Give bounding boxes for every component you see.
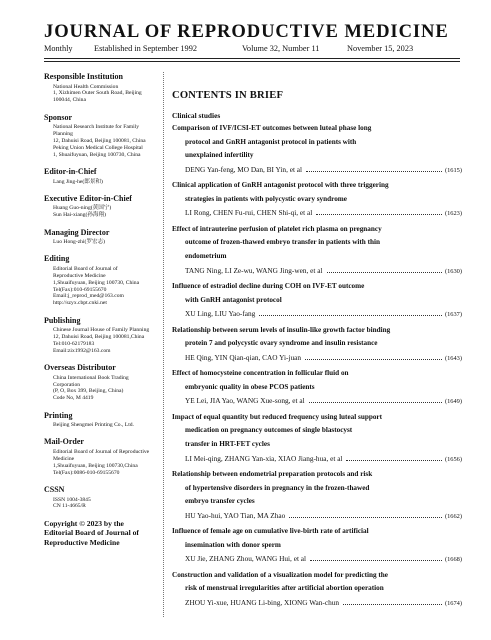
article-title-line: Impact of equal quantity but reduced frequency using luteal support	[172, 412, 382, 421]
info-section-heading: Executive Editor-in-Chief	[44, 193, 132, 203]
article-title-line: protocol and GnRH antagonist protocol in patients with	[185, 137, 357, 146]
info-section-line: Lang Jing-he(郎景和)	[53, 178, 103, 185]
article-page-number: (1674)	[444, 599, 462, 607]
article-authors: TANG Ning, LI Ze-wu, WANG Jing-wen, et al	[185, 265, 323, 275]
info-section-line: China International Book Trading	[53, 374, 129, 381]
info-section	[44, 254, 160, 307]
info-section-line: Reproductive Medicine	[53, 272, 106, 279]
copyright-line: Editorial Board of Journal of	[44, 528, 139, 538]
article-title	[172, 569, 462, 596]
issue-info	[44, 44, 464, 54]
info-section-line: Medicine	[53, 455, 75, 462]
info-section-line: Code No, M 4419	[53, 395, 94, 402]
issue-date: November 15, 2023	[347, 44, 414, 53]
info-section-line: Editorial Board of Journal of	[53, 265, 118, 272]
article-title-line: of hypertensive disorders in pregnancy in the frozen-thawed	[185, 483, 370, 492]
info-section-line: Beijing Shengmei Printing Co., Ltd.	[53, 422, 134, 429]
dot-leader	[306, 171, 442, 172]
info-section-line: CN 11-4665/R	[53, 503, 86, 510]
copyright-line: Reproductive Medicine	[44, 537, 120, 547]
article-authors: LI Rong, CHEN Fu-rui, CHEN Shi-qi, et al	[185, 208, 313, 218]
article-authors-row	[172, 394, 462, 408]
info-section-line: Email:j_reprod_med@163.com	[53, 293, 124, 300]
info-section-line: Tel(Fax):010-69155670	[53, 286, 107, 293]
article-authors-row	[172, 351, 462, 365]
article-authors-row	[172, 552, 462, 566]
info-section-heading: Publishing	[44, 315, 81, 325]
article-list	[172, 122, 462, 610]
article-page-number: (1637)	[444, 311, 462, 319]
article-title	[172, 525, 462, 552]
article-title-line: Comparison of IVF/ICSI-ET outcomes between luteal phase long	[172, 124, 372, 132]
article-authors: ZHOU Yi-xue, HUANG Li-bing, XIONG Wan-chun	[185, 597, 340, 607]
article-title-line: Effect of homocysteine concentration in follicular fluid on	[172, 369, 349, 378]
article-entry	[172, 324, 462, 366]
article-entry	[172, 179, 462, 221]
article-title-line: transfer in HRT-FET cycles	[185, 439, 270, 448]
article-authors-row	[172, 206, 462, 220]
article-authors: LI Mei-qing, ZHANG Yan-xia, XIAO Jiang-hua, et al	[185, 453, 343, 463]
article-page-number: (1615)	[444, 166, 462, 174]
info-section-heading: Overseas Distributor	[44, 363, 116, 373]
article-title	[172, 122, 462, 163]
article-page-number: (1668)	[444, 556, 462, 564]
info-section-heading: Responsible Institution	[44, 72, 123, 81]
info-section-line: Luo Hong-zhi(罗宏志)	[53, 239, 106, 246]
article-authors-row	[172, 163, 462, 177]
article-entry	[172, 411, 462, 466]
info-section	[44, 411, 160, 429]
article-page-number: (1662)	[444, 512, 462, 520]
masthead-rule-bottom	[44, 61, 460, 62]
article-title-line: Relationship between serum levels of insulin-like growth factor binding	[172, 325, 391, 334]
journal-title: JOURNAL OF REPRODUCTIVE MEDICINE	[44, 21, 449, 42]
dot-leader	[343, 604, 442, 605]
article-authors: XU Ling, LIU Yao-fang	[185, 309, 256, 319]
article-title	[172, 223, 462, 264]
column-divider	[163, 72, 164, 617]
article-title	[172, 367, 462, 394]
article-title-line: protein 7 and polycystic ovary syndrome and insulin resistance	[185, 339, 378, 348]
article-page-number: (1656)	[444, 455, 462, 463]
article-title-line: Influence of female age on cumulative live-birth rate of artificial	[172, 527, 369, 536]
article-title	[172, 280, 462, 307]
info-section-line: Planning	[53, 131, 73, 138]
article-authors: YE Lei, JIA Yao, WANG Xue-song, et al	[185, 396, 305, 406]
info-section-line: 100044, China	[53, 97, 86, 104]
info-section-heading: CSSN	[44, 485, 65, 494]
info-section	[44, 485, 160, 510]
info-section-line: 1,Shuaifuyuan, Beijing 100730,China	[53, 462, 138, 469]
info-section	[44, 194, 160, 219]
info-section-line: National Health Commission	[53, 83, 119, 90]
info-section	[44, 228, 160, 246]
contents-category: Clinical studies	[172, 111, 221, 120]
article-authors-row	[172, 509, 462, 523]
info-section-line: National Research Institute for Family	[53, 124, 140, 131]
article-authors: DENG Yan-feng, MO Dan, BI Yin, et al	[185, 164, 303, 174]
article-page-number: (1643)	[444, 354, 462, 362]
info-section-heading: Mail-Order	[44, 437, 84, 447]
info-section-line: http://szyx.cbpt.cnki.net	[53, 300, 107, 307]
article-title-line: medication on pregnancy outcomes of single blastocyst	[185, 426, 353, 435]
article-title	[172, 324, 462, 351]
dot-leader	[309, 402, 442, 403]
info-section	[44, 316, 160, 355]
article-authors-row	[172, 264, 462, 278]
info-section-line: ISSN 1004-3845	[53, 496, 91, 503]
article-entry	[172, 367, 462, 409]
article-title-line: embryo transfer cycles	[185, 497, 255, 506]
article-title-line: risk of menstrual irregularities after artificial abortion operation	[185, 584, 384, 593]
article-page-number: (1623)	[444, 210, 462, 218]
info-section-line: 1, Xizhimen Outer South Road, Beijing	[53, 90, 142, 97]
info-section	[44, 72, 160, 104]
info-section-line: 12, Dahuisi Road, Beijing 100081, China	[53, 137, 146, 144]
article-authors: HU Yao-hui, YAO Tian, MA Zhao	[185, 510, 286, 520]
info-section-line: Tel:010-62179183	[53, 340, 95, 347]
article-title	[172, 411, 462, 452]
info-section-line: 12, Dahuisi Road, Beijing 100081,China	[53, 334, 145, 341]
article-title-line: with GnRH antagonist protocol	[185, 295, 282, 304]
dot-leader	[346, 460, 441, 461]
article-title	[172, 179, 462, 206]
info-section-heading: Editor-in-Chief	[44, 167, 97, 177]
dot-leader	[305, 359, 442, 360]
masthead-info-column	[44, 72, 160, 547]
info-section-heading: Printing	[44, 410, 73, 420]
article-title-line: Effect of intrauterine perfusion of platelet rich plasma on pregnancy	[172, 224, 382, 233]
issue-frequency: Monthly	[44, 44, 73, 53]
info-section-line: 1, Shuaifuyuan, Beijing 100730, China	[53, 151, 141, 158]
article-entry	[172, 468, 462, 523]
article-entry	[172, 280, 462, 322]
article-authors-row	[172, 596, 462, 610]
article-title-line: outcome of frozen-thawed embryo transfer in patients with thin	[185, 238, 380, 247]
article-entry	[172, 122, 462, 177]
info-section-line: Email:zix1992@163.com	[53, 347, 111, 354]
article-title	[172, 468, 462, 509]
copyright-notice	[44, 519, 160, 548]
article-page-number: (1630)	[444, 267, 462, 275]
info-section	[44, 113, 160, 159]
article-title-line: endometrium	[185, 251, 227, 260]
dot-leader	[327, 272, 442, 273]
info-section-line: 1,Shuaifuyuan, Beijing 100730, China	[53, 279, 140, 286]
contents-column	[172, 90, 462, 610]
info-section-line: Huang Guo-ning(黄国宁)	[53, 205, 112, 212]
article-authors-row	[172, 307, 462, 321]
article-entry	[172, 525, 462, 567]
info-section-line: Peking Union Medical College Hospital	[53, 144, 143, 151]
info-section-line: Tel(Fax):0086-010-69155670	[53, 469, 120, 476]
article-title-line: unexplained infertility	[185, 151, 254, 160]
article-entry	[172, 223, 462, 278]
info-section-heading: Managing Director	[44, 227, 110, 237]
article-page-number: (1649)	[444, 398, 462, 406]
article-title-line: Construction and validation of a visualization model for predicting the	[172, 570, 388, 579]
article-authors-row	[172, 452, 462, 466]
info-section-line: Corporation	[53, 381, 81, 388]
article-authors: XU Jie, ZHANG Zhou, WANG Hui, et al	[185, 554, 307, 564]
copyright-line: Copyright © 2023 by the	[44, 518, 124, 528]
article-entry	[172, 569, 462, 611]
contents-heading: CONTENTS IN BRIEF	[172, 90, 284, 101]
dot-leader	[259, 315, 442, 316]
info-section-line: Editorial Board of Journal of Reproductive	[53, 448, 150, 455]
article-title-line: embryonic quality in obese PCOS patients	[185, 382, 315, 391]
article-title-line: strategies in patients with polycystic ovary syndrome	[185, 194, 347, 203]
info-section-line: (P, O, Box 399, Beijing, China)	[53, 388, 124, 395]
info-section-heading: Editing	[44, 254, 70, 264]
dot-leader	[289, 517, 442, 518]
dot-leader	[310, 560, 442, 561]
article-title-line: insemination with donor sperm	[185, 540, 281, 549]
info-section-heading: Sponsor	[44, 112, 73, 122]
masthead-rule-top	[44, 58, 460, 59]
info-section-line: Chinese Journal House of Family Planning	[53, 327, 150, 334]
article-title-line: Influence of estradiol decline during COH on IVF-ET outcome	[172, 281, 365, 290]
dot-leader	[316, 214, 442, 215]
issue-established: Established in September 1992	[94, 44, 198, 53]
article-title-line: Relationship between endometrial preparation protocols and risk	[172, 469, 373, 478]
info-section	[44, 167, 160, 185]
article-title-line: Clinical application of GnRH antagonist protocol with three triggering	[172, 181, 389, 190]
info-section-line: Sun Hai-xiang(孙海翔)	[53, 212, 106, 219]
issue-volume: Volume 32, Number 11	[242, 44, 320, 53]
info-section	[44, 363, 160, 402]
article-authors: HE Qing, YIN Qian-qian, CAO Yi-juan	[185, 352, 301, 362]
info-section	[44, 437, 160, 476]
